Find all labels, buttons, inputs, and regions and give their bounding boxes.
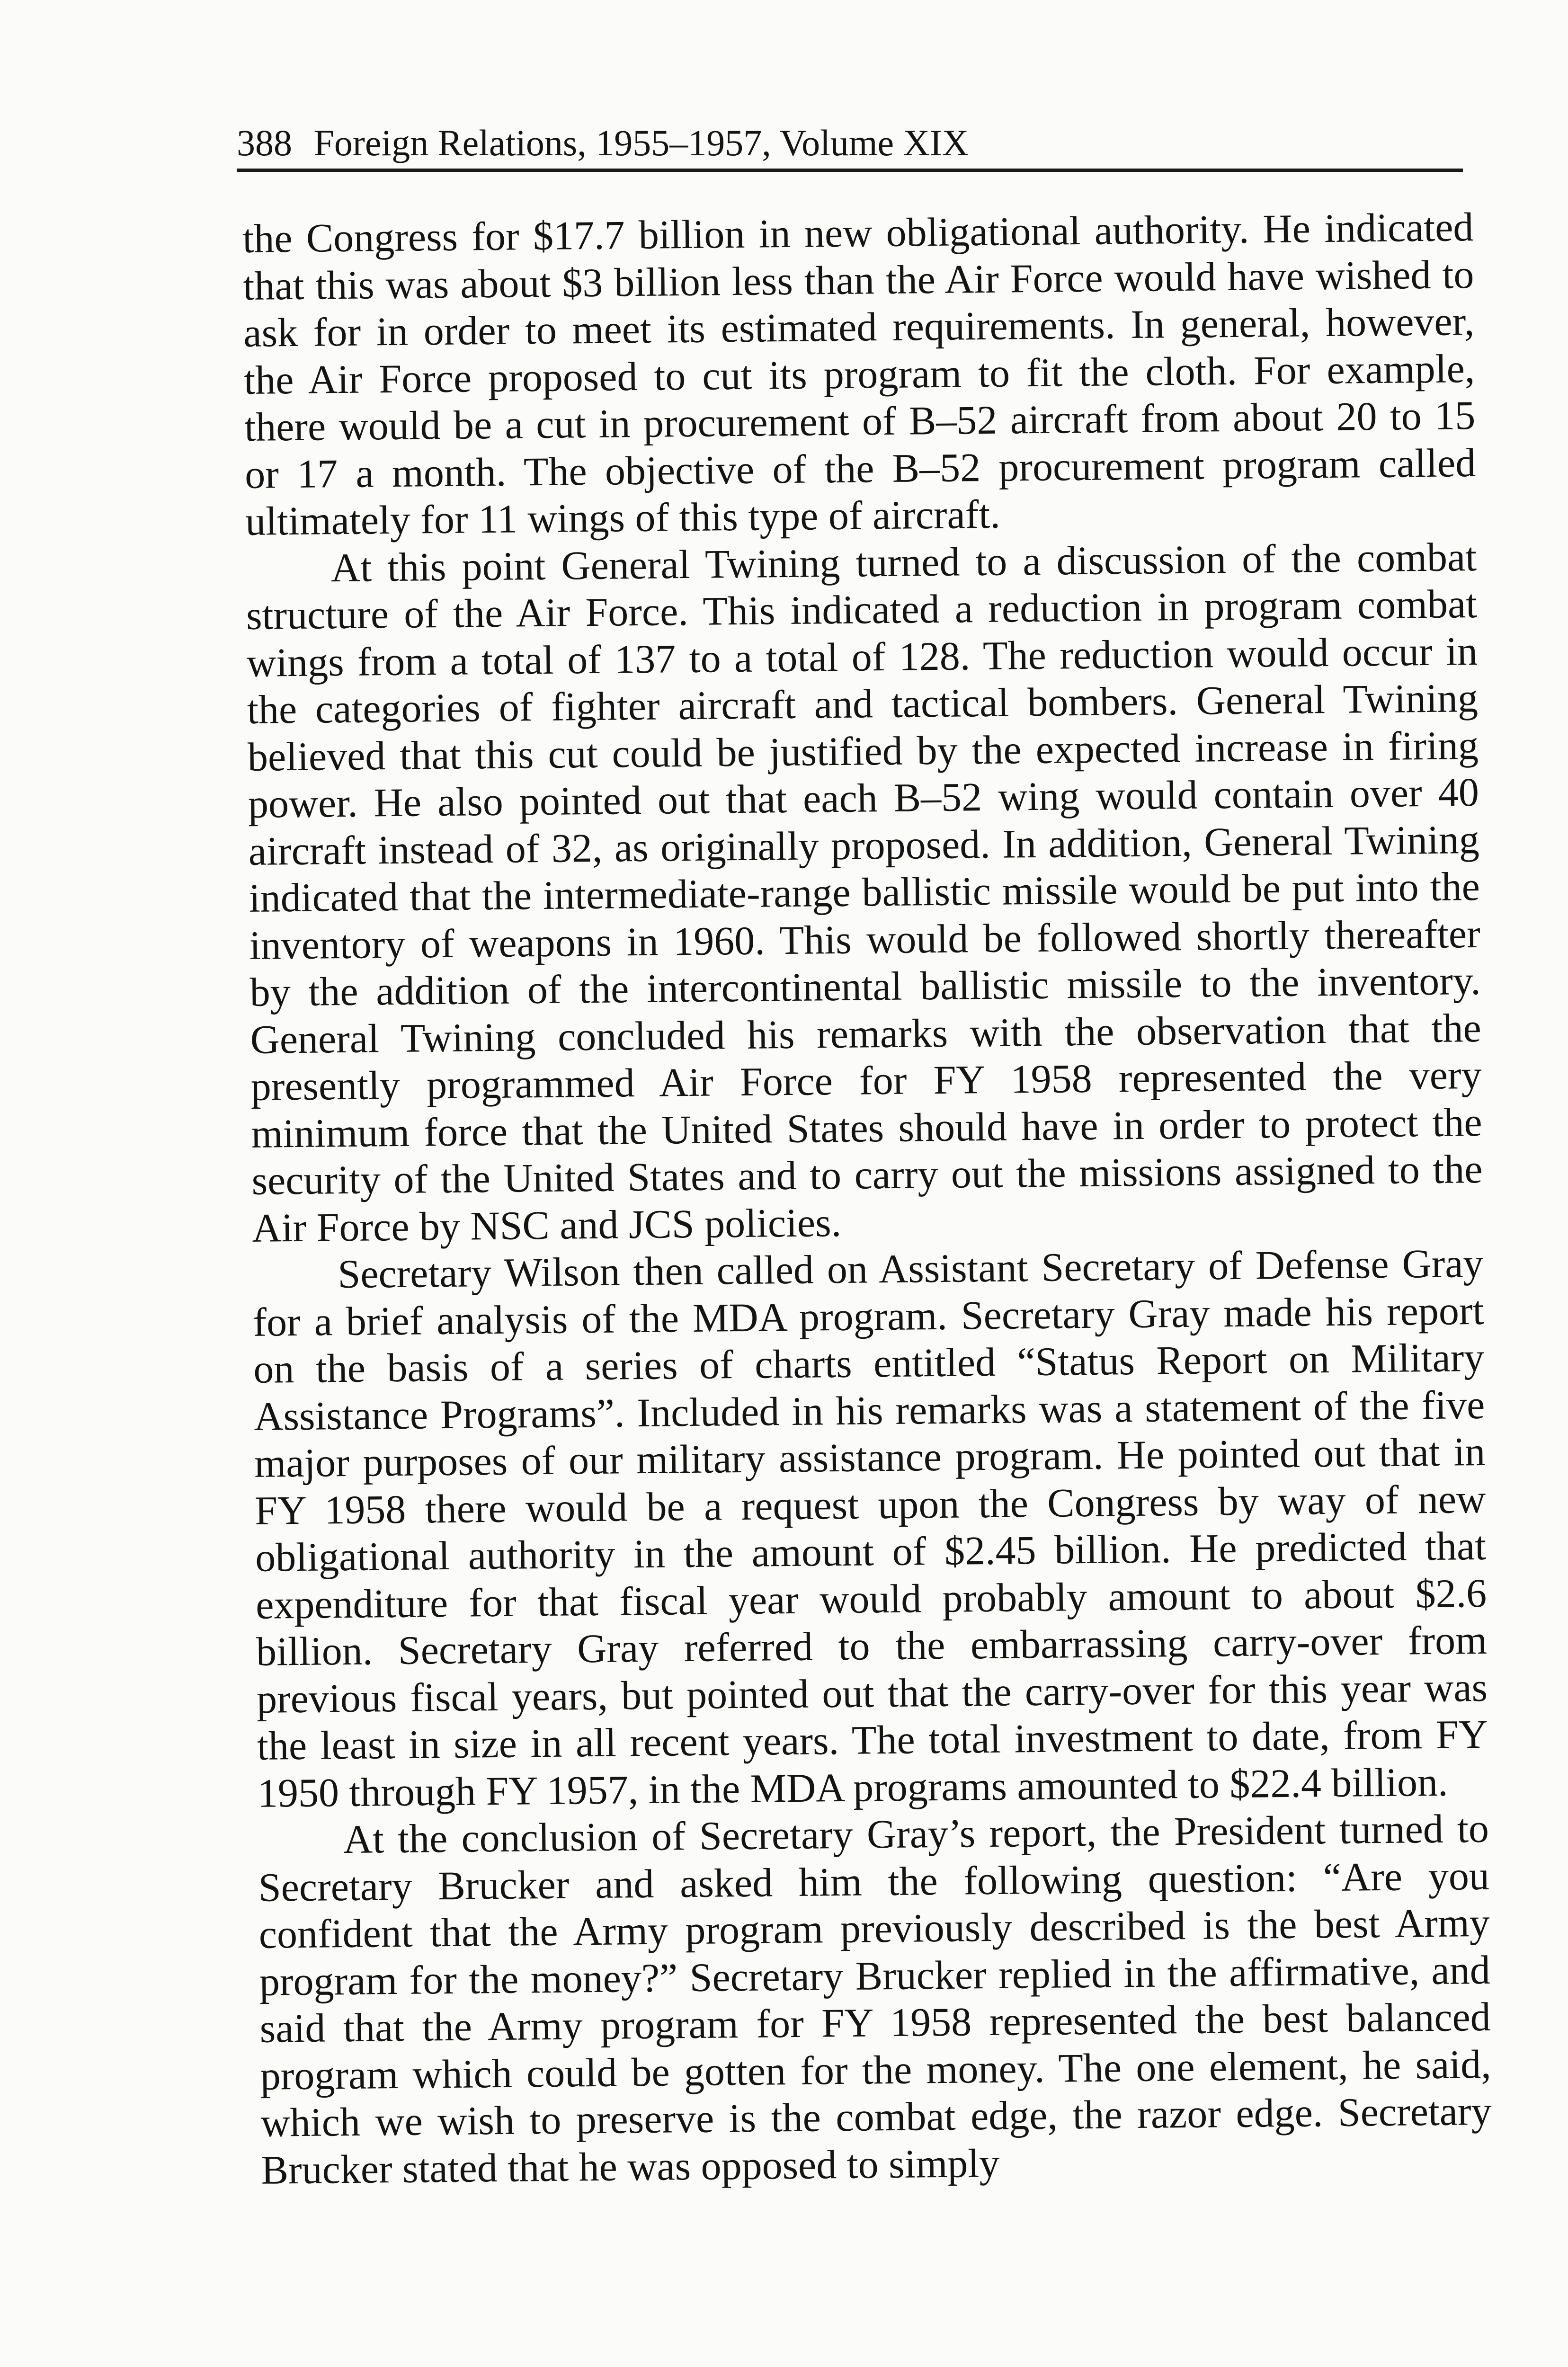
paragraph-twining-combat-structure: At this point General Twining turned to a discussion of the combat structure of the Air Force. This indicated a reduction in program combat wings from a total of 137 to a total of 128. The reduction would occur in the categories of fighter aircraft and tactical bombers. General Twining believed that this cut could be justified by the expected increase in firing power. He also pointed out that each B–52 wing would contain over 40 aircraft instead of 32, as originally proposed. In addition, General Twining indicated that the intermediate-range ballistic missile would be put into the inventory of weapons in 1960. This would be followed shortly thereafter by the addition of the intercontinental ballistic missile to the inventory. General Twining concluded his remarks with the observation that the presently programmed Air Force for FY 1958 represented the very minimum force that the United States should have in order to protect the security of the United States and to carry out the missions assigned to the Air Force by NSC and JCS policies. <box>246 534 1483 1251</box>
paragraph-continued: the Congress for $17.7 billion in new obligational authority. He indicated that this was about $3 billion less than the Air Force would have wished to ask for in order to meet its estimated requirements. In general, however, the Air Force proposed to cut its program to fit the cloth. For example, there would be a cut in procurement of B–52 aircraft from about 20 to 15 or 17 a month. The objective of the B–52 procurement program called ultimately for 11 wings of this type of aircraft. <box>242 204 1476 544</box>
body-text <box>242 204 1492 2194</box>
page-number: 388 <box>237 122 292 163</box>
running-header <box>237 117 1463 172</box>
running-title: Foreign Relations, 1955–1957, Volume XIX <box>313 122 969 163</box>
paragraph-gray-mda-report: Secretary Wilson then called on Assistant Secretary of Defense Gray for a brief analysis of the MDA program. Secretary Gray made his report on the basis of a series of charts entitled “Status Report on Military Assistance Programs”. Included in his remarks was a statement of the five major purposes of our military assistance program. He pointed out that in FY 1958 there would be a request upon the Congress by way of new obligational authority in the amount of $2.45 billion. He predicted that expenditure for that fiscal year would probably amount to about $2.6 billion. Secretary Gray referred to the embarrassing carry-over from previous fiscal years, but pointed out that the carry-over for this year was the least in size in all recent years. The total investment to date, from FY 1950 through FY 1957, in the MDA programs amounted to $22.4 billion. <box>252 1240 1488 1816</box>
paragraph-brucker-army-program: At the conclusion of Secretary Gray’s report, the President turned to Secretary Brucker and asked him the following question: “Are you confident that the Army program previously described is the best Army program for the money?” Secretary Brucker replied in the affirmative, and said that the Army program for FY 1958 represented the best balanced program which could be gotten for the money. The one element, he said, which we wish to preserve is the combat edge, the razor edge. Secretary Brucker stated that he was opposed to simply <box>258 1805 1492 2193</box>
